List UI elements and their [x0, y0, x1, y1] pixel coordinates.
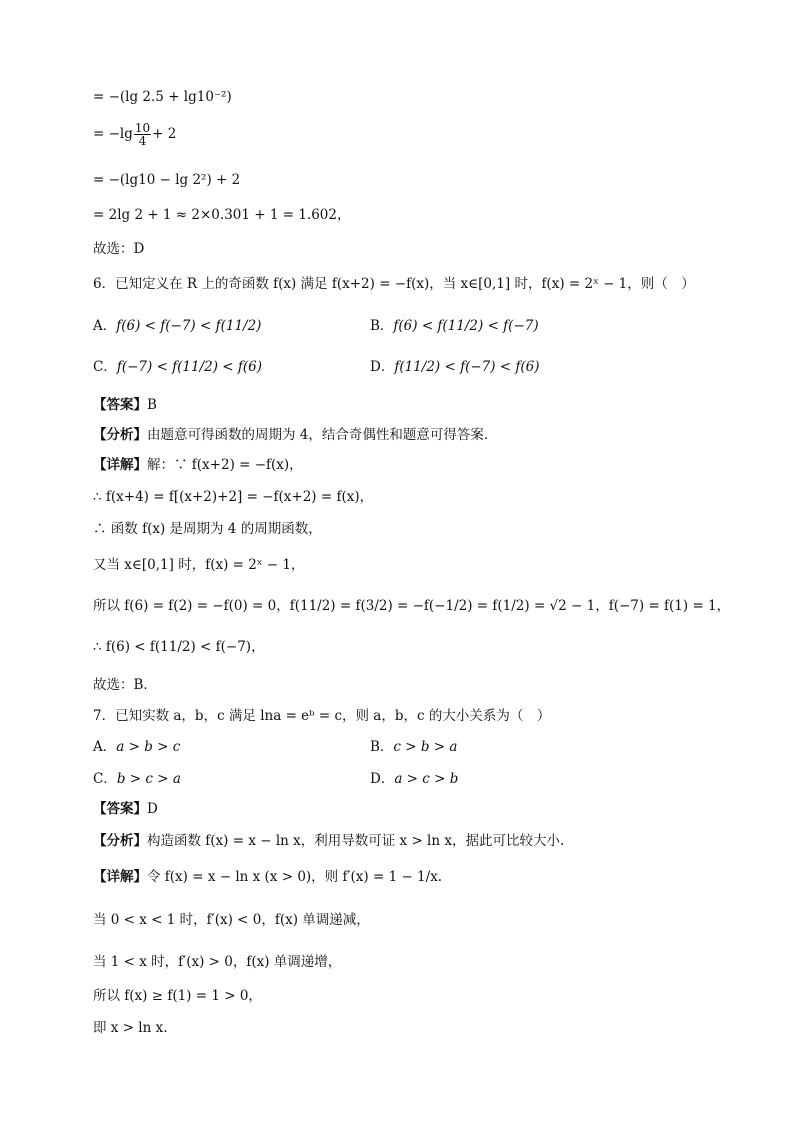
option-text: f(6) < f(−7) < f(11/2) — [116, 318, 262, 334]
option-text: a > b > c — [116, 739, 181, 755]
q6-option-a — [93, 317, 261, 335]
q5-step-1: = −(lg 2.5 + lg10⁻²) — [93, 89, 232, 105]
q6-option-b — [370, 317, 539, 335]
q5-step-2-prefix: = −lg — [93, 126, 133, 142]
q7-detail-5: 即 x > ln x. — [93, 1020, 168, 1036]
detail-tag: 【详解】 — [93, 457, 147, 473]
q5-conclusion: 故选：D — [93, 241, 145, 257]
q6-answer — [93, 396, 157, 414]
analysis-text: 由题意可得函数的周期为 4，结合奇偶性和题意可得答案． — [147, 427, 498, 443]
option-text: c > b > a — [393, 739, 458, 755]
q7-option-b — [370, 738, 457, 756]
option-text: a > c > b — [394, 771, 459, 787]
option-label: C． — [93, 359, 117, 375]
answer-value: B — [147, 397, 157, 413]
analysis-tag: 【分析】 — [93, 427, 147, 443]
option-text: f(6) < f(11/2) < f(−7) — [393, 318, 539, 334]
option-label: B． — [370, 739, 394, 755]
q6-stem: 6．已知定义在 R 上的奇函数 f(x) 满足 f(x+2) = −f(x)，当 x∈[0,1] 时，f(x) = 2ˣ − 1，则（ ） — [93, 276, 695, 292]
q7-option-c — [93, 770, 181, 788]
q6-option-c — [93, 358, 262, 376]
q5-step-3: = −(lg10 − lg 2²) + 2 — [93, 172, 241, 188]
q6-detail-5: 所以 f(6) = f(2) = −f(0) = 0，f(11/2) = f(3/2) = −f(−1/2) = f(1/2) = √2 − 1，f(−7) = f(1) = 1， — [93, 598, 731, 614]
detail-text: 令 f(x) = x − ln x (x > 0)，则 f′(x) = 1 − 1/x. — [147, 869, 443, 885]
option-text: b > c > a — [116, 771, 181, 787]
option-label: D． — [370, 771, 395, 787]
q5-step-2-fraction — [134, 122, 151, 147]
analysis-tag: 【分析】 — [93, 833, 147, 849]
q7-detail-3: 当 1 < x 时，f′(x) > 0，f(x) 单调递增， — [93, 954, 342, 970]
q6-detail-1 — [93, 456, 303, 474]
q5-step-4: = 2lg 2 + 1 ≈ 2×0.301 + 1 = 1.602， — [93, 207, 351, 223]
option-label: B． — [370, 318, 394, 334]
q7-option-a — [93, 738, 180, 756]
q6-analysis — [93, 426, 497, 444]
q6-detail-2: ∴ f(x+4) = f[(x+2)+2] = −f(x+2) = f(x)， — [93, 489, 374, 505]
q6-option-d — [370, 358, 540, 376]
fraction-denominator: 4 — [138, 134, 147, 148]
option-label: A． — [93, 318, 117, 334]
q7-detail-4: 所以 f(x) ≥ f(1) = 1 > 0， — [93, 988, 262, 1004]
answer-value: D — [147, 801, 158, 817]
q7-option-d — [370, 770, 458, 788]
fraction-numerator: 10 — [134, 121, 151, 135]
analysis-text: 构造函数 f(x) = x − ln x，利用导数可证 x > ln x，据此可比较大小. — [147, 833, 565, 849]
option-label: D． — [370, 359, 395, 375]
detail-tag: 【详解】 — [93, 869, 147, 885]
option-text: f(11/2) < f(−7) < f(6) — [394, 359, 540, 375]
detail-text: 解：∵ f(x+2) = −f(x)， — [147, 457, 303, 473]
option-label: C． — [93, 771, 117, 787]
q6-detail-3: ∴ 函数 f(x) 是周期为 4 的周期函数， — [93, 521, 322, 537]
q5-step-2 — [93, 122, 176, 147]
answer-tag: 【答案】 — [93, 397, 147, 413]
option-label: A． — [93, 739, 117, 755]
option-text: f(−7) < f(11/2) < f(6) — [116, 359, 263, 375]
q6-detail-6: ∴ f(6) < f(11/2) < f(−7)， — [93, 639, 265, 655]
q7-detail-1 — [93, 868, 442, 886]
q7-detail-2: 当 0 < x < 1 时，f′(x) < 0，f(x) 单调递减， — [93, 912, 370, 928]
q7-answer — [93, 800, 158, 818]
q7-stem: 7．已知实数 a，b，c 满足 lna = eᵇ = c，则 a，b，c 的大小关系为（ ） — [93, 708, 551, 724]
q5-step-2-suffix: + 2 — [152, 126, 177, 142]
answer-tag: 【答案】 — [93, 801, 147, 817]
q6-detail-4: 又当 x∈[0,1] 时，f(x) = 2ˣ − 1， — [93, 557, 305, 573]
q6-conclusion: 故选：B． — [93, 677, 157, 693]
q7-analysis — [93, 832, 564, 850]
